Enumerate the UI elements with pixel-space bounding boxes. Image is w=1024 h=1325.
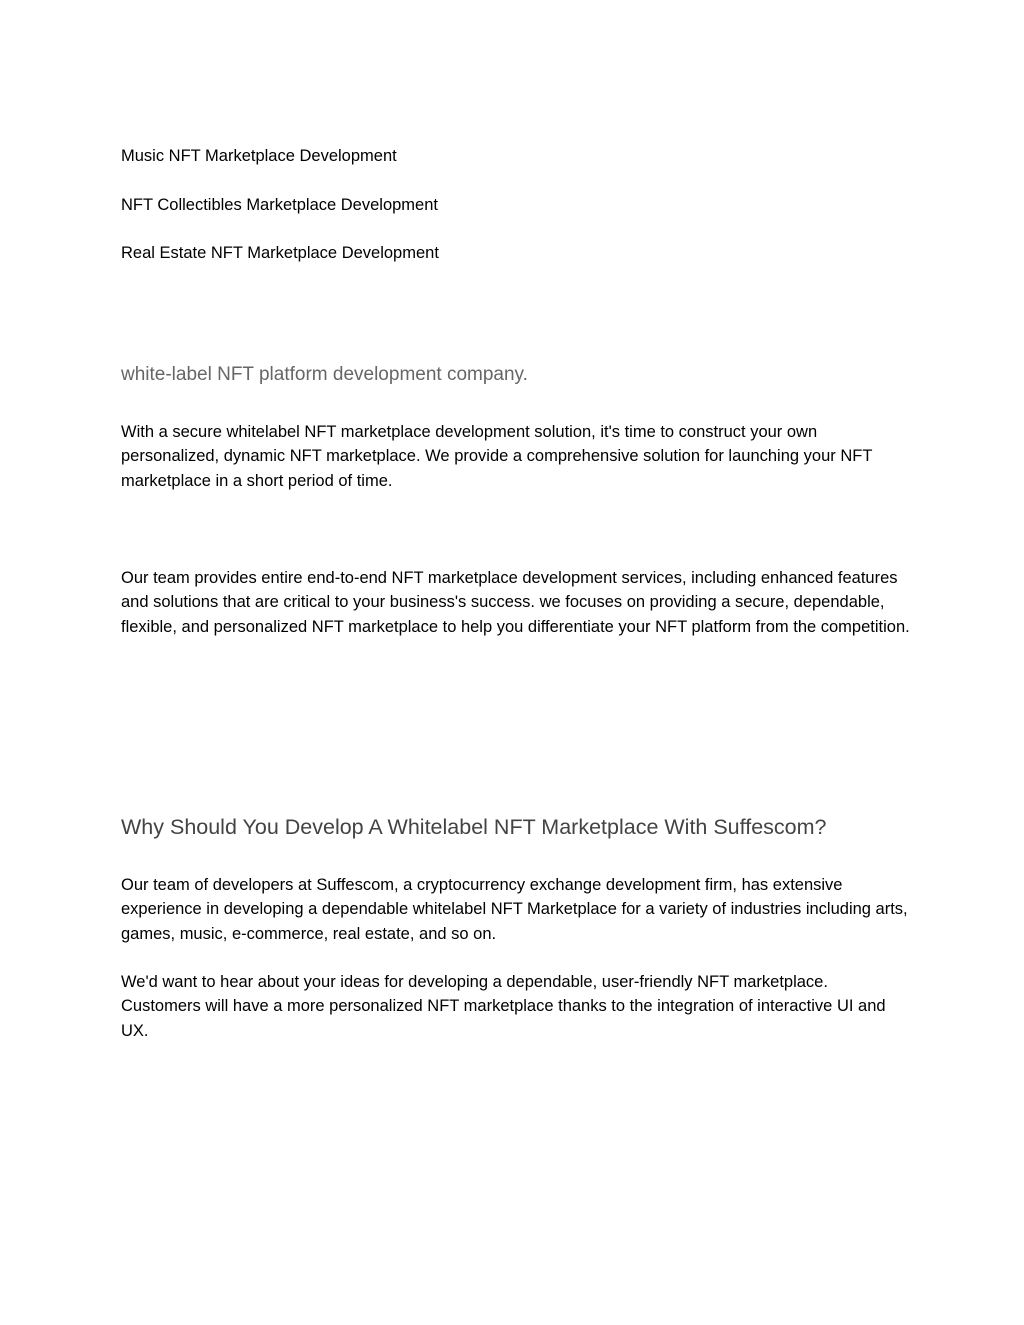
section-paragraph-1: Our team of developers at Suffescom, a cryptocurrency exchange development firm, has extensive experience in developing a dependable whitelabel NFT Marketplace for a variety of industries including arts, games, music, e-commerce, real estate, and so on. [121, 876, 908, 943]
section-heading: Why Should You Develop A Whitelabel NFT Marketplace With Suffescom? [121, 815, 827, 839]
section-subtitle: white-label NFT platform development company. [121, 364, 528, 385]
intro-paragraph-2: Our team provides entire end-to-end NFT marketplace development services, including enhanced features and solutions that are critical to your business's success. we focuses on providing a secure, dependable, flexible, and personalized NFT marketplace to help you differentiate your NFT platform from the competition. [121, 569, 910, 636]
section-paragraph-2: We'd want to hear about your ideas for developing a dependable, user-friendly NFT marketplace. Customers will have a more personalized NFT marketplace thanks to the integration of interactive UI and UX. [121, 973, 886, 1040]
intro-paragraph-1: With a secure whitelabel NFT marketplace development solution, it's time to construct your own personalized, dynamic NFT marketplace. We provide a comprehensive solution for launching your NFT marketplace in a short period of time. [121, 423, 873, 490]
service-list-item-collectibles: NFT Collectibles Marketplace Development [121, 196, 438, 214]
service-list-item-real-estate: Real Estate NFT Marketplace Development [121, 244, 439, 262]
service-list-item-music: Music NFT Marketplace Development [121, 147, 397, 165]
